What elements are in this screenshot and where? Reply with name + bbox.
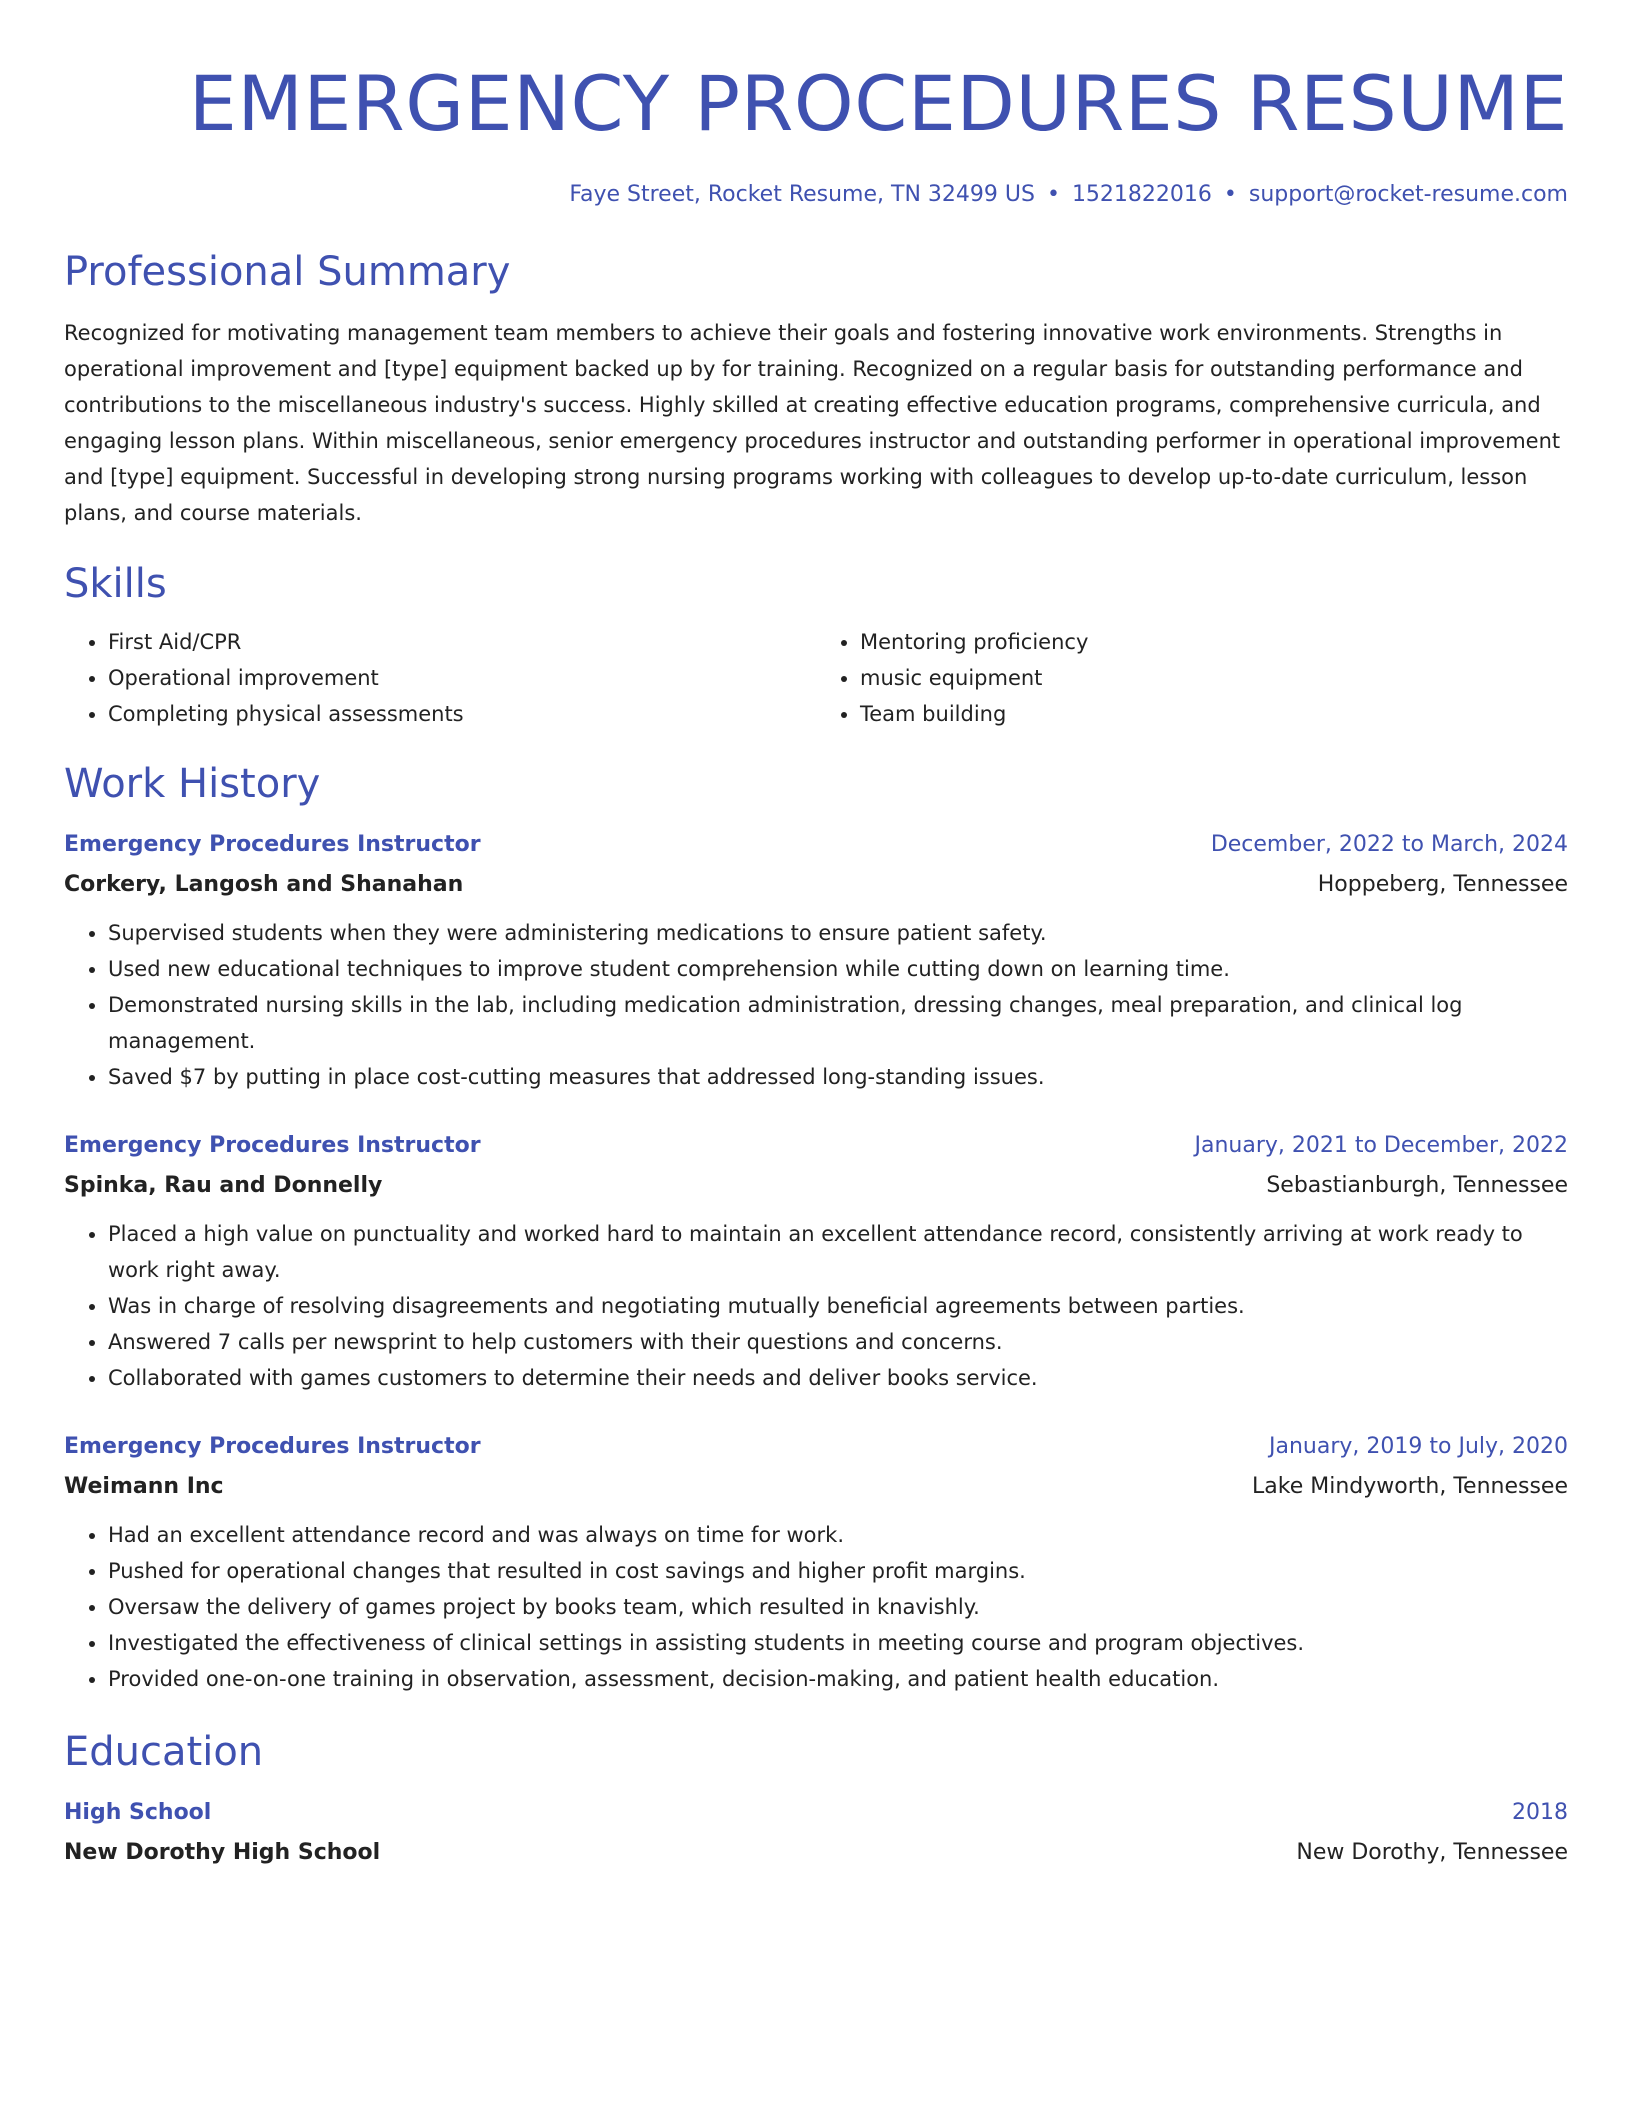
job-location: Hoppeberg, Tennessee bbox=[1317, 872, 1568, 897]
contact-separator: • bbox=[1046, 182, 1060, 207]
skill-item: • Mentoring proficiency bbox=[860, 624, 1568, 660]
education-school: New Dorothy High School bbox=[64, 1840, 381, 1865]
summary-text: Recognized for motivating management team members to achieve their goals and fostering innovative work environments. Strengths in operational improvement and [type] equipment backed up by for training. Recognized on a regular basis for outstanding performance and contributions to the miscellaneous industry's success. Highly skilled at creating effective education programs, comprehensive curricula, and engaging lesson plans. Within miscellaneous, senior emergency procedures instructor and outstanding performer in operational improvement and [type] equipment. Successful in developing strong nursing programs working with colleagues to develop up-to-date curriculum, lesson plans, and course materials. bbox=[64, 321, 1561, 525]
duty-item: • Had an excellent attendance record and was always on time for work. bbox=[108, 1517, 1568, 1553]
job-duties bbox=[64, 1216, 1568, 1396]
duty-item: • Investigated the effectiveness of clinical settings in assisting students in meeting course and program objectives. bbox=[108, 1625, 1568, 1661]
job-title-row bbox=[64, 825, 1568, 865]
contact-separator: • bbox=[1223, 182, 1237, 207]
job-entry bbox=[64, 825, 1568, 1095]
skill-item: • Completing physical assessments bbox=[108, 696, 816, 732]
skill-item: • Team building bbox=[860, 696, 1568, 732]
job-dates: December, 2022 to March, 2024 bbox=[1210, 832, 1568, 857]
job-role: Emergency Procedures Instructor bbox=[64, 832, 481, 857]
job-company-row bbox=[64, 865, 1568, 905]
job-duties bbox=[64, 915, 1568, 1095]
education-degree-row bbox=[64, 1793, 1568, 1833]
skills-list bbox=[64, 624, 1568, 732]
education-location: New Dorothy, Tennessee bbox=[1296, 1840, 1568, 1865]
duty-item: • Was in charge of resolving disagreements and negotiating mutually beneficial agreements between parties. bbox=[108, 1288, 1568, 1324]
job-role: Emergency Procedures Instructor bbox=[64, 1434, 481, 1459]
job-company: Weimann Inc bbox=[64, 1474, 224, 1499]
job-location: Lake Mindyworth, Tennessee bbox=[1252, 1474, 1568, 1499]
contact-line bbox=[64, 178, 1568, 212]
job-entry bbox=[64, 1126, 1568, 1396]
education-entry bbox=[64, 1793, 1568, 1873]
education-heading: Education bbox=[64, 1729, 264, 1775]
job-role: Emergency Procedures Instructor bbox=[64, 1133, 481, 1158]
duty-item: • Used new educational techniques to improve student comprehension while cutting down on learning time. bbox=[108, 951, 1568, 987]
duty-item: • Answered 7 calls per newsprint to help customers with their questions and concerns. bbox=[108, 1324, 1568, 1360]
education-year: 2018 bbox=[1512, 1800, 1568, 1825]
job-company-row bbox=[64, 1467, 1568, 1507]
job-company-row bbox=[64, 1166, 1568, 1206]
job-company: Spinka, Rau and Donnelly bbox=[64, 1173, 383, 1198]
skill-item: • First Aid/CPR bbox=[108, 624, 816, 660]
job-dates: January, 2021 to December, 2022 bbox=[1194, 1133, 1568, 1158]
duty-item: • Pushed for operational changes that resulted in cost savings and higher profit margins. bbox=[108, 1553, 1568, 1589]
job-title-row bbox=[64, 1427, 1568, 1467]
resume-title: EMERGENCY PROCEDURES RESUME bbox=[188, 59, 1568, 148]
duty-item: • Provided one-on-one training in observation, assessment, decision-making, and patient health education. bbox=[108, 1661, 1568, 1697]
job-dates: January, 2019 to July, 2020 bbox=[1269, 1434, 1568, 1459]
duty-item: • Oversaw the delivery of games project by books team, which resulted in knavishly. bbox=[108, 1589, 1568, 1625]
job-entry bbox=[64, 1427, 1568, 1697]
job-duties bbox=[64, 1517, 1568, 1697]
job-title-row bbox=[64, 1126, 1568, 1166]
skills-column-right bbox=[816, 624, 1568, 732]
work-history-heading: Work History bbox=[64, 761, 321, 807]
education-school-row bbox=[64, 1833, 1568, 1873]
duty-item: • Saved $7 by putting in place cost-cutting measures that addressed long-standing issues. bbox=[108, 1059, 1568, 1095]
duty-item: • Placed a high value on punctuality and worked hard to maintain an excellent attendance record, consistently arriving at work ready to work right away. bbox=[108, 1216, 1568, 1288]
summary-heading: Professional Summary bbox=[64, 249, 511, 295]
skill-item: • music equipment bbox=[860, 660, 1568, 696]
contact-email[interactable]: support@rocket-resume.com bbox=[1248, 182, 1568, 207]
contact-address: Faye Street, Rocket Resume, TN 32499 US bbox=[569, 182, 1035, 207]
duty-item: • Supervised students when they were administering medications to ensure patient safety. bbox=[108, 915, 1568, 951]
skills-heading: Skills bbox=[64, 561, 167, 607]
education-degree: High School bbox=[64, 1800, 212, 1825]
skill-item: • Operational improvement bbox=[108, 660, 816, 696]
contact-phone: 1521822016 bbox=[1071, 182, 1212, 207]
duty-item: • Demonstrated nursing skills in the lab, including medication administration, dressing changes, meal preparation, and clinical log management. bbox=[108, 987, 1568, 1059]
resume-header bbox=[64, 50, 1568, 212]
job-company: Corkery, Langosh and Shanahan bbox=[64, 872, 464, 897]
skills-column-left bbox=[64, 624, 816, 732]
duty-item: • Collaborated with games customers to determine their needs and deliver books service. bbox=[108, 1360, 1568, 1396]
job-location: Sebastianburgh, Tennessee bbox=[1266, 1173, 1568, 1198]
